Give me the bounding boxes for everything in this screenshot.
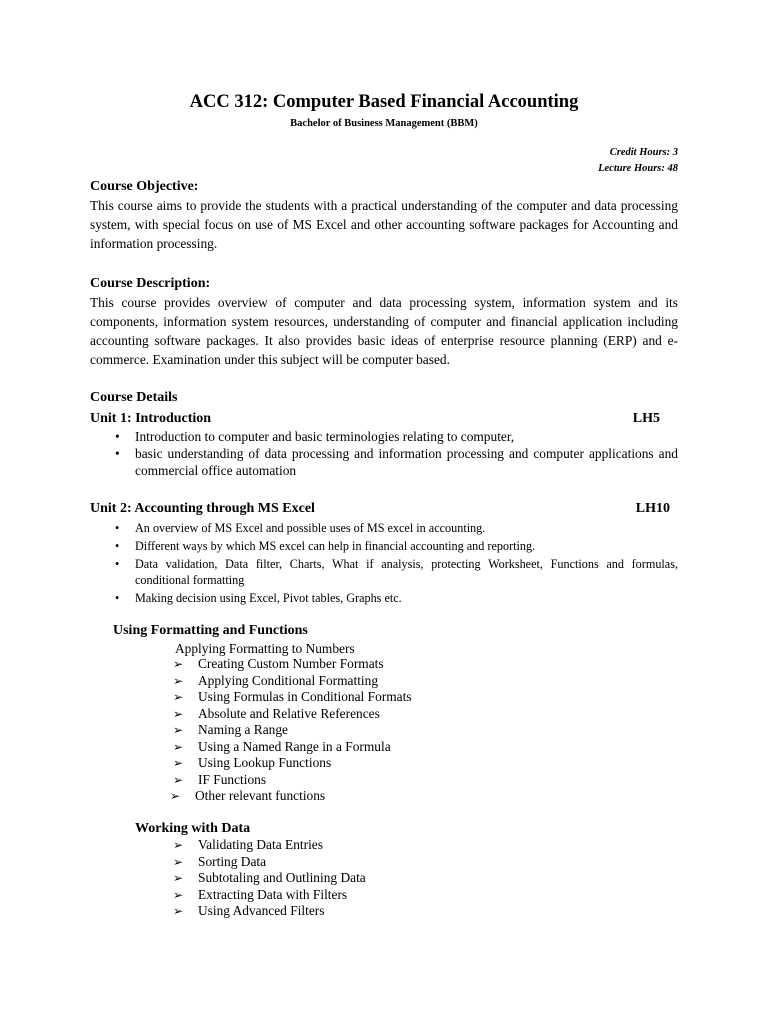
arrow-bullet-icon: ➢: [173, 690, 184, 704]
list-item: ➢ IF Functions: [173, 771, 267, 787]
list-item: • An overview of MS Excel and possible uses of MS excel in accounting.: [115, 521, 486, 535]
course-description-section: [90, 275, 678, 369]
arrow-bullet-icon: ➢: [173, 706, 184, 721]
list-item: ➢ Other relevant functions: [170, 788, 326, 803]
formatting-intro: Applying Formatting to Numbers: [175, 641, 355, 656]
course-objective-text: This course aims to provide the students with a practical understanding of the computer and data processing system, with special focus on use of MS Excel and other accounting software packages for Accounting and information processing.: [90, 198, 678, 251]
unit-2-header: [90, 500, 670, 518]
list-item: ➢ Using Advanced Filters: [173, 903, 325, 918]
arrow-bullet-icon: ➢: [173, 723, 184, 737]
unit-1-header: [90, 410, 660, 428]
page-subtitle: Bachelor of Business Management (BBM): [290, 118, 478, 129]
arrow-bullet-icon: ➢: [173, 673, 184, 688]
list-item: ➢ Applying Conditional Formatting: [173, 672, 379, 688]
list-item: ➢ Using Formulas in Conditional Formats: [173, 689, 412, 704]
working-with-data-list: [173, 837, 366, 920]
credit-hours: Credit Hours: 3: [609, 147, 678, 158]
bullet-icon: •: [115, 446, 120, 461]
arrow-bullet-icon: ➢: [173, 887, 184, 902]
unit-1-title: Unit 1: Introduction: [90, 411, 212, 426]
arrow-bullet-icon: ➢: [173, 772, 184, 787]
arrow-bullet-icon: ➢: [173, 904, 184, 918]
arrow-bullet-icon: ➢: [173, 838, 184, 852]
arrow-bullet-icon: ➢: [170, 789, 181, 803]
lecture-hours: Lecture Hours: 48: [598, 163, 678, 174]
list-item: ➢ Absolute and Relative References: [173, 705, 380, 721]
course-details-heading: Course Details: [90, 390, 178, 405]
bullet-icon: •: [115, 429, 120, 444]
arrow-bullet-icon: ➢: [173, 657, 184, 671]
page-title: ACC 312: Computer Based Financial Accounting: [189, 92, 579, 112]
arrow-bullet-icon: ➢: [173, 871, 184, 885]
unit-1-hours: LH5: [632, 411, 660, 426]
formatting-heading: Using Formatting and Functions: [113, 623, 308, 638]
arrow-bullet-icon: ➢: [173, 756, 184, 770]
list-item: • Different ways by which MS excel can help in financial accounting and reporting.: [115, 539, 536, 553]
unit-2-list: [90, 520, 678, 606]
course-description-text: This course provides overview of computer and data processing system, information system and its components, information system resources, understanding of computer and financial application including accounting software packages. It also provides basic ideas of enterprise resource planning (ERP) and e-commerce. Examination under this subject will be computer based.: [90, 295, 678, 367]
list-item: ➢ Creating Custom Number Formats: [173, 656, 384, 671]
course-description-heading: Course Description:: [90, 276, 211, 291]
list-item: ➢ Extracting Data with Filters: [173, 886, 348, 902]
course-objective-section: [90, 178, 678, 253]
formatting-list: [170, 656, 412, 805]
bullet-icon: •: [115, 557, 120, 571]
unit-2-hours: LH10: [635, 501, 670, 516]
list-item: ➢ Using Lookup Functions: [173, 755, 332, 770]
bullet-icon: •: [115, 591, 120, 605]
list-item: • Introduction to computer and basic terminologies relating to computer,: [115, 429, 515, 444]
list-item: ➢ Naming a Range: [173, 722, 288, 737]
list-item: ➢ Sorting Data: [173, 853, 267, 869]
list-item: • basic understanding of data processing and information processing and computer applications and commercial office automation: [115, 446, 678, 478]
list-item: • Making decision using Excel, Pivot tables, Graphs etc.: [115, 591, 402, 605]
working-with-data-heading: Working with Data: [135, 821, 251, 836]
course-details-section: [90, 389, 678, 407]
unit-2-title: Unit 2: Accounting through MS Excel: [90, 501, 315, 516]
list-item: ➢ Using a Named Range in a Formula: [173, 738, 391, 754]
list-item: ➢ Validating Data Entries: [173, 837, 323, 852]
list-item: • Data validation, Data filter, Charts, What if analysis, protecting Worksheet, Functions and formulas, conditional formatting: [115, 557, 678, 587]
list-item: ➢ Subtotaling and Outlining Data: [173, 870, 366, 885]
arrow-bullet-icon: ➢: [173, 854, 184, 869]
arrow-bullet-icon: ➢: [173, 739, 184, 754]
unit-1-section: [90, 410, 678, 479]
course-objective-heading: Course Objective:: [90, 179, 199, 194]
bullet-icon: •: [115, 539, 120, 553]
bullet-icon: •: [115, 521, 120, 535]
unit-2-section: [90, 500, 678, 608]
unit-1-list: [90, 428, 678, 479]
